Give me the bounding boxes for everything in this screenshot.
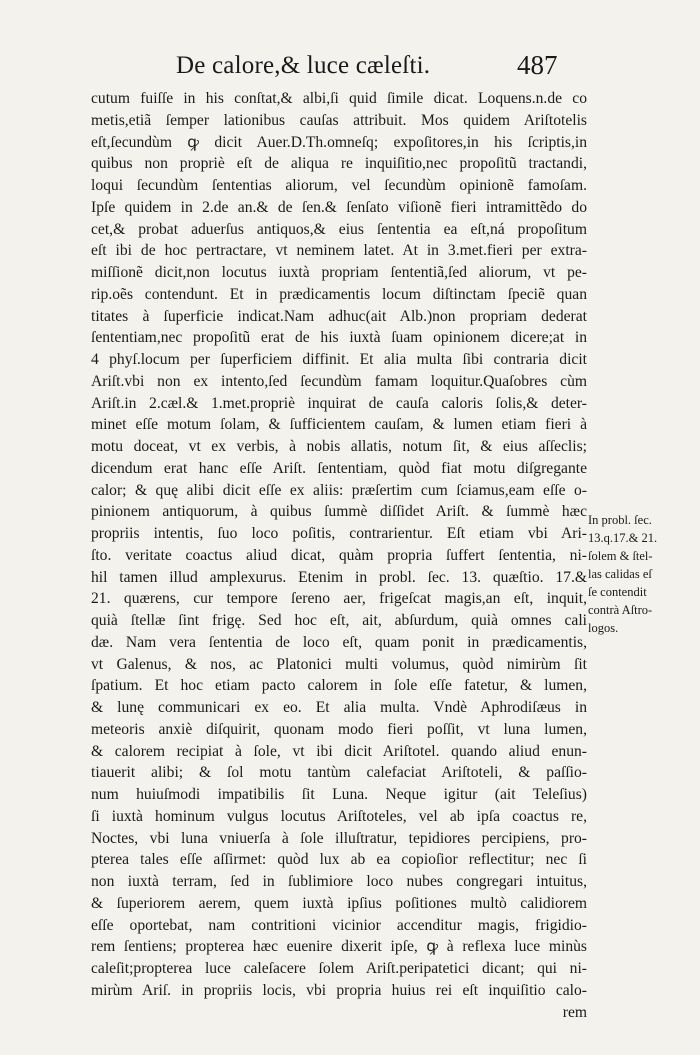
text-line: rem ſentiens; propterea hæc euenire dixerit ipſe, ꝙ à reflexa luce minùs bbox=[91, 938, 587, 956]
text-line: quià ſtellæ ſint frigę. Sed hoc eſt, ait, abſurdum, quià omnes cali bbox=[91, 612, 587, 629]
text-line: eſt,ſecundùm ꝙ dicit Auer.D.Th.omneſq; expoſitores,in his ſcriptis,in bbox=[91, 133, 587, 151]
text-line: & ſuperiorem aerem, quem iuxtà ipſius poſitiones multò calidiorem bbox=[91, 894, 587, 912]
text-line: quibus non propriè eſt de aliqua re inquiſitio,nec propoſitũ tractandi, bbox=[91, 155, 587, 173]
running-title: De calore,& luce cæleſti. bbox=[176, 52, 431, 79]
text-line: pinionem antiquorum, à quibus ſummè diſſidet Ariſt. & ſummè hæc bbox=[91, 503, 587, 521]
text-line: hil tamen illud amplexurus. Etenim in probl. ſec. 13. quæſtio. 17.& bbox=[91, 568, 587, 586]
text-line: 4 phyſ.locum per ſuperficiem diffinit. Et alia multa ſibi contraria dicit bbox=[91, 351, 587, 368]
text-line: non iuxtà terram, ſed in ſublimiore loco nubes congregari intuitus, bbox=[91, 873, 587, 890]
text-line: calor; & quę alibi dicit eſſe ex aliis: præſertim cum ſciamus,eam eſſe o- bbox=[91, 481, 587, 499]
margin-note-line: logos. bbox=[588, 621, 619, 635]
margin-note-line: 13.q.17.& 21. bbox=[588, 531, 658, 545]
text-line: dicendum erat hanc eſſe Ariſt. ſententiam, quòd fiat motu diſgregante bbox=[91, 459, 587, 477]
text-line: Ipſe quidem in 2.de an.& de ſen.& ſenſato viſionẽ fieri intramittẽdo do bbox=[91, 198, 587, 216]
text-line: mirùm Ariſ. in propriis locis, vbi propria huius rei eſt inquiſitio calo- bbox=[91, 981, 587, 999]
text-line: vt Galenus, & nos, ac Platonici multi volumus, quòd nimirùm ſit bbox=[91, 655, 587, 673]
margin-note-line: contrà Aſtro- bbox=[588, 603, 653, 617]
text-line: pterea tales eſſe aſſirmet: quòd lux ab ea copioſior reflectitur; nec ſi bbox=[91, 851, 587, 869]
margin-note bbox=[588, 511, 688, 637]
text-line: rem bbox=[562, 1003, 587, 1021]
text-line: Noctes, vbi luna vniuerſa à ſole illuſtratur, tepidiores percipiens, pro- bbox=[91, 829, 587, 847]
text-line: propriis intentis, ſuo loco poſitis, contrarientur. Eſt etiam vbi Ari- bbox=[91, 525, 587, 542]
text-line: tiauerit alibi; & ſol motu tantùm calefaciat Ariſtoteli, & paſſio- bbox=[91, 764, 587, 782]
margin-note-line: ſe contendit bbox=[588, 585, 647, 599]
text-line: Ariſt.in 2.cæl.& 1.met.propriè inquirat de cauſa caloris ſolis,& deter- bbox=[91, 394, 587, 412]
text-line: loqui ſecundùm ſententias aliorum, vel ſecundùm opinionẽ famoſam. bbox=[91, 177, 587, 194]
text-line: eſſe oportebat, nam contritioni vicinior accenditur magis, frigidio- bbox=[91, 916, 587, 934]
text-line: rip.oẽs contendunt. Et in prædicamentis locum diſtinctam ſpeciẽ quan bbox=[91, 285, 587, 303]
margin-note-line: ſolem & ſtel- bbox=[588, 549, 653, 563]
text-line: Ariſt.vbi non ex intento,ſed ſecundùm famam loquitur.Quaſobres cùm bbox=[91, 372, 587, 390]
text-line: metis,etiã ſemper lationibus cauſas attribuit. Mos quidem Ariſtotelis bbox=[91, 111, 587, 129]
text-line: 21. quærens, cur tempore ſereno aer, frigeſcat magis,an eſt, inquit, bbox=[91, 590, 587, 608]
text-line: miſſionẽ dicit,non locutus iuxtà propriam ſententiã,ſed aliorum, vt pe- bbox=[91, 264, 587, 281]
text-line: ſi iuxtà hominum vulgus locutus Ariſtoteles, vel ab ipſa coactus re, bbox=[91, 807, 587, 825]
margin-note-line: las calidas eſ bbox=[588, 567, 652, 581]
text-line: cet,& probat aduerſus antiquos,& eius ſententia ea eſt,ná propoſitum bbox=[91, 220, 587, 238]
page-number: 487 bbox=[517, 50, 558, 80]
text-line: minet eſſe motum ſolam, & ſufficientem cauſam, & lumen etiam fieri à bbox=[91, 416, 587, 434]
text-line: & lunę communicari ex eo. Et alia multa. Vndè Aphrodiſæus in bbox=[91, 699, 587, 716]
text-line: meteoris anxiè diſquirit, quonam modo fieri poſſit, vt luna lumen, bbox=[91, 720, 587, 738]
text-line: & calorem recipiat à ſole, vt ibi dicit Ariſtotel. quando aliud enun- bbox=[91, 742, 587, 760]
text-line: caleſit;propterea luce caleſacere ſolem Ariſt.peripatetici dicant; qui ni- bbox=[91, 960, 587, 977]
text-line: ſto. veritate coactus aliud dicat, quàm propria ſuffert ſententia, ni- bbox=[91, 546, 587, 564]
text-line: motu doceat, vt ex verbis, à nobis allatis, notum ſit, & eius aſſeclis; bbox=[91, 438, 587, 455]
text-line: eſt ibi de hoc pertractare, vt neminem latet. At in 3.met.fieri per extra- bbox=[91, 242, 587, 260]
text-line: cutum fuiſſe in his conſtat,& albi,ſi quid ſimile dicat. Loquens.n.de co bbox=[91, 90, 587, 107]
text-line: ſententiam,nec propoſitũ erat de his iuxtà ſuam opinionem dicere;at in bbox=[91, 329, 587, 347]
text-line: num huiuſmodi impatibilis ſit Luna. Neque igitur (ait Teleſius) bbox=[91, 786, 587, 803]
body-text bbox=[91, 88, 587, 1023]
text-line: titates à ſuperficie indicat.Nam adhuc(ait Alb.)non propriam dederat bbox=[91, 307, 587, 325]
text-line: ſpatium. Et hoc etiam pacto calorem in ſole eſſe fatetur, & lumen, bbox=[91, 677, 587, 695]
text-line: dæ. Nam vera ſententia de loco eſt, quam ponit in prædicamentis, bbox=[91, 633, 587, 651]
margin-note-line: In probl. ſec. bbox=[588, 513, 652, 527]
